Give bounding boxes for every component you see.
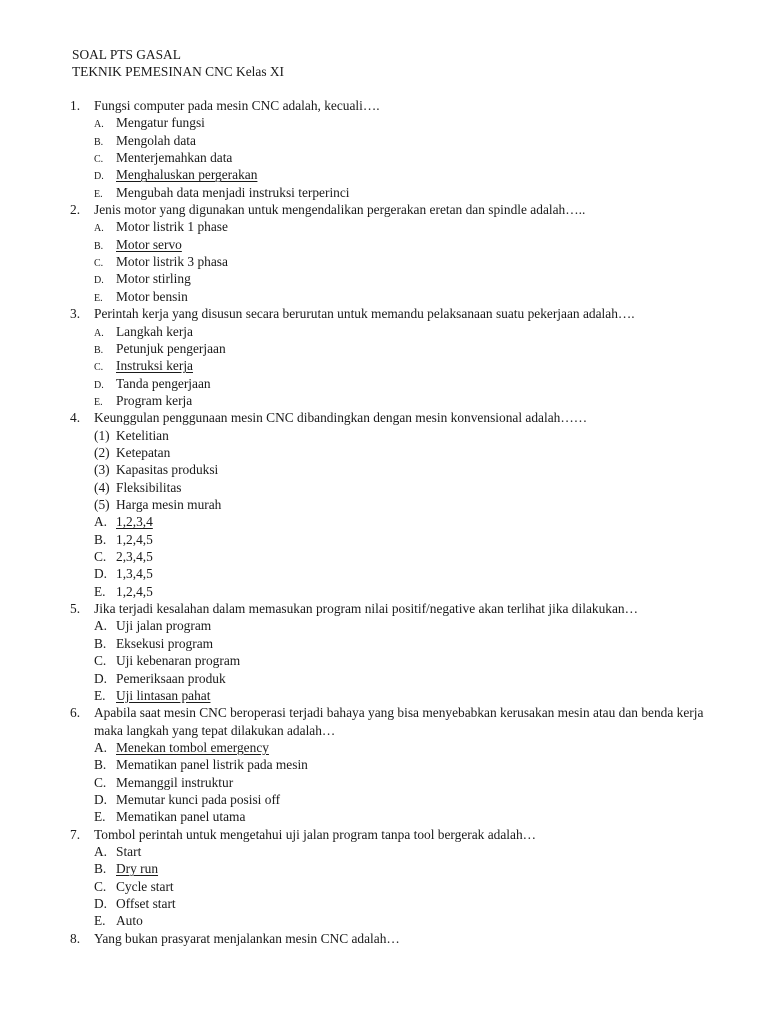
answer-option [0, 236, 768, 253]
option-label: E. [94, 583, 106, 599]
question-number: 2. [70, 202, 81, 218]
answer-option [0, 149, 768, 166]
statement-text: Ketelitian [116, 427, 169, 443]
statement-item [0, 461, 768, 478]
option-label: E. [94, 687, 106, 703]
option-label: C. [94, 549, 107, 565]
option-label: B. [94, 757, 107, 773]
statement-label: (3) [94, 462, 110, 478]
option-label: D. [94, 792, 108, 807]
option-label: C. [94, 774, 107, 790]
question-text: Jika terjadi kesalahan dalam memasukan program nilai positif/negative akan terlihat jika dilakukan… [94, 601, 639, 617]
answer-option [0, 375, 768, 392]
answer-option [0, 548, 768, 565]
option-label: D. [94, 566, 108, 582]
option-label: D. [94, 896, 108, 912]
answer-option [0, 652, 768, 669]
option-text-answer: Menekan tombol emergency [116, 739, 269, 755]
statement-label: (2) [94, 444, 110, 460]
document-subtitle: TEKNIK PEMESINAN CNC Kelas XI [72, 64, 285, 79]
answer-option [0, 340, 768, 357]
option-text-answer: Menghaluskan pergerakan [116, 167, 258, 183]
option-text-answer: 1,2,3,4 [116, 514, 153, 530]
option-text: Program kerja [116, 392, 193, 408]
option-label: E. [94, 396, 103, 408]
option-text: 1,3,4,5 [116, 566, 153, 582]
answer-option [0, 583, 768, 600]
option-text-answer: Motor servo [116, 236, 182, 252]
question-text: Tombol perintah untuk mengetahui uji jalan program tanpa tool bergerak adalah… [94, 826, 537, 842]
question-number: 8. [70, 930, 81, 946]
answer-option [0, 791, 768, 808]
option-label: A. [94, 739, 108, 755]
statement-text: Kapasitas produksi [116, 462, 219, 478]
option-label: B. [94, 635, 107, 651]
option-label: A. [94, 618, 108, 634]
option-label: A. [94, 327, 104, 339]
option-text: Mengolah data [116, 132, 196, 148]
answer-option [0, 132, 768, 149]
answer-option [0, 323, 768, 340]
option-text: 2,3,4,5 [116, 549, 153, 565]
answer-option [0, 808, 768, 825]
option-label: A. [94, 223, 104, 235]
question-text: Perintah kerja yang disusun secara berurutan untuk memandu pelaksanaan suatu pekerjaan adalah…. [94, 306, 635, 322]
answer-option [0, 513, 768, 530]
option-text-answer: Uji lintasan pahat [116, 687, 211, 703]
option-text: Motor listrik 3 phasa [116, 254, 228, 270]
statement-item [0, 444, 768, 461]
option-label: D. [94, 171, 104, 183]
question-number: 7. [70, 826, 81, 842]
answer-option [0, 912, 768, 929]
answer-option [0, 565, 768, 582]
option-text: Mengatur fungsi [116, 115, 205, 131]
option-text: Uji jalan program [116, 618, 212, 634]
option-text: Menterjemahkan data [116, 150, 233, 166]
option-label: D. [94, 275, 104, 287]
statement-label: (4) [94, 479, 110, 495]
option-label: C. [94, 154, 104, 166]
option-label: C. [94, 878, 107, 894]
question-text: Fungsi computer pada mesin CNC adalah, kecuali…. [94, 98, 380, 113]
option-label: D. [94, 670, 108, 686]
answer-option [0, 878, 768, 895]
answer-option [0, 253, 768, 270]
option-text: Motor bensin [116, 288, 188, 304]
option-text: Uji kebenaran program [116, 653, 241, 669]
option-text: Mematikan panel listrik pada mesin [116, 757, 308, 773]
answer-option [0, 895, 768, 912]
statement-text: Fleksibilitas [116, 479, 182, 495]
option-label: E. [94, 292, 103, 304]
question-text: Keunggulan penggunaan mesin CNC dibandingkan dengan mesin konvensional adalah…… [94, 410, 588, 426]
option-text-answer: Dry run [116, 861, 159, 877]
statement-item [0, 427, 768, 444]
answer-option [0, 218, 768, 235]
question-text: Apabila saat mesin CNC beroperasi terjadi bahaya yang bisa menyebabkan kerusakan mesin atau dan benda kerja maka langkah yang tepat dilakukan adalah… [94, 705, 704, 738]
answer-option [0, 531, 768, 548]
option-text: Cycle start [116, 878, 174, 894]
option-text: Mematikan panel utama [116, 809, 246, 825]
option-label: B. [94, 136, 104, 148]
answer-option [0, 288, 768, 305]
answer-option [0, 166, 768, 183]
option-text: Petunjuk pengerjaan [116, 340, 226, 356]
option-text: Eksekusi program [116, 635, 214, 651]
question-text: Jenis motor yang digunakan untuk mengendalikan pergerakan eretan dan spindle adalah….. [94, 202, 586, 218]
option-text: Auto [116, 913, 143, 929]
statement-label: (1) [94, 427, 110, 443]
option-label: D. [94, 379, 104, 391]
answer-option [0, 687, 768, 704]
option-text: Pemeriksaan produk [116, 670, 226, 686]
option-label: C. [94, 258, 104, 270]
answer-option [0, 114, 768, 131]
option-label: A. [94, 514, 108, 530]
option-text: Langkah kerja [116, 323, 193, 339]
answer-option [0, 635, 768, 652]
option-text: Motor listrik 1 phase [116, 219, 228, 235]
option-label: E. [94, 188, 103, 200]
option-text: 1,2,4,5 [116, 583, 153, 599]
question-number: 1. [70, 98, 81, 113]
option-label: A. [94, 119, 104, 131]
statement-text: Ketepatan [116, 444, 171, 460]
option-label: B. [94, 861, 107, 877]
option-text: Start [116, 844, 142, 860]
option-label: B. [94, 240, 104, 252]
question-number: 3. [70, 306, 81, 322]
answer-option [0, 739, 768, 756]
question-text: Yang bukan prasyarat menjalankan mesin CNC adalah… [94, 930, 400, 946]
question-number: 6. [70, 705, 81, 721]
answer-option [0, 184, 768, 201]
option-text: 1,2,4,5 [116, 531, 153, 547]
option-label: B. [94, 531, 107, 547]
option-text: Memutar kunci pada posisi off [116, 792, 281, 807]
option-label: C. [94, 653, 107, 669]
option-text: Tanda pengerjaan [116, 375, 211, 391]
question-number: 4. [70, 410, 81, 426]
option-text: Offset start [116, 896, 176, 912]
document-title: SOAL PTS GASAL [72, 47, 181, 62]
option-label: A. [94, 844, 108, 860]
option-label: E. [94, 809, 106, 825]
answer-option [0, 392, 768, 409]
option-text-answer: Instruksi kerja [116, 358, 193, 374]
statement-text: Harga mesin murah [116, 497, 222, 513]
answer-option [0, 860, 768, 877]
question-number: 5. [70, 601, 81, 617]
option-text: Memanggil instruktur [116, 774, 234, 790]
answer-option [0, 756, 768, 773]
answer-option [0, 670, 768, 687]
statement-item [0, 479, 768, 496]
option-text: Mengubah data menjadi instruksi terperinci [116, 184, 350, 200]
answer-option [0, 843, 768, 860]
option-label: C. [94, 362, 104, 374]
answer-option [0, 617, 768, 634]
option-label: E. [94, 913, 106, 929]
answer-option [0, 270, 768, 287]
statement-item [0, 496, 768, 513]
answer-option [0, 357, 768, 374]
statement-label: (5) [94, 497, 110, 513]
option-text: Motor stirling [116, 271, 191, 287]
answer-option [0, 774, 768, 791]
option-label: B. [94, 344, 104, 356]
